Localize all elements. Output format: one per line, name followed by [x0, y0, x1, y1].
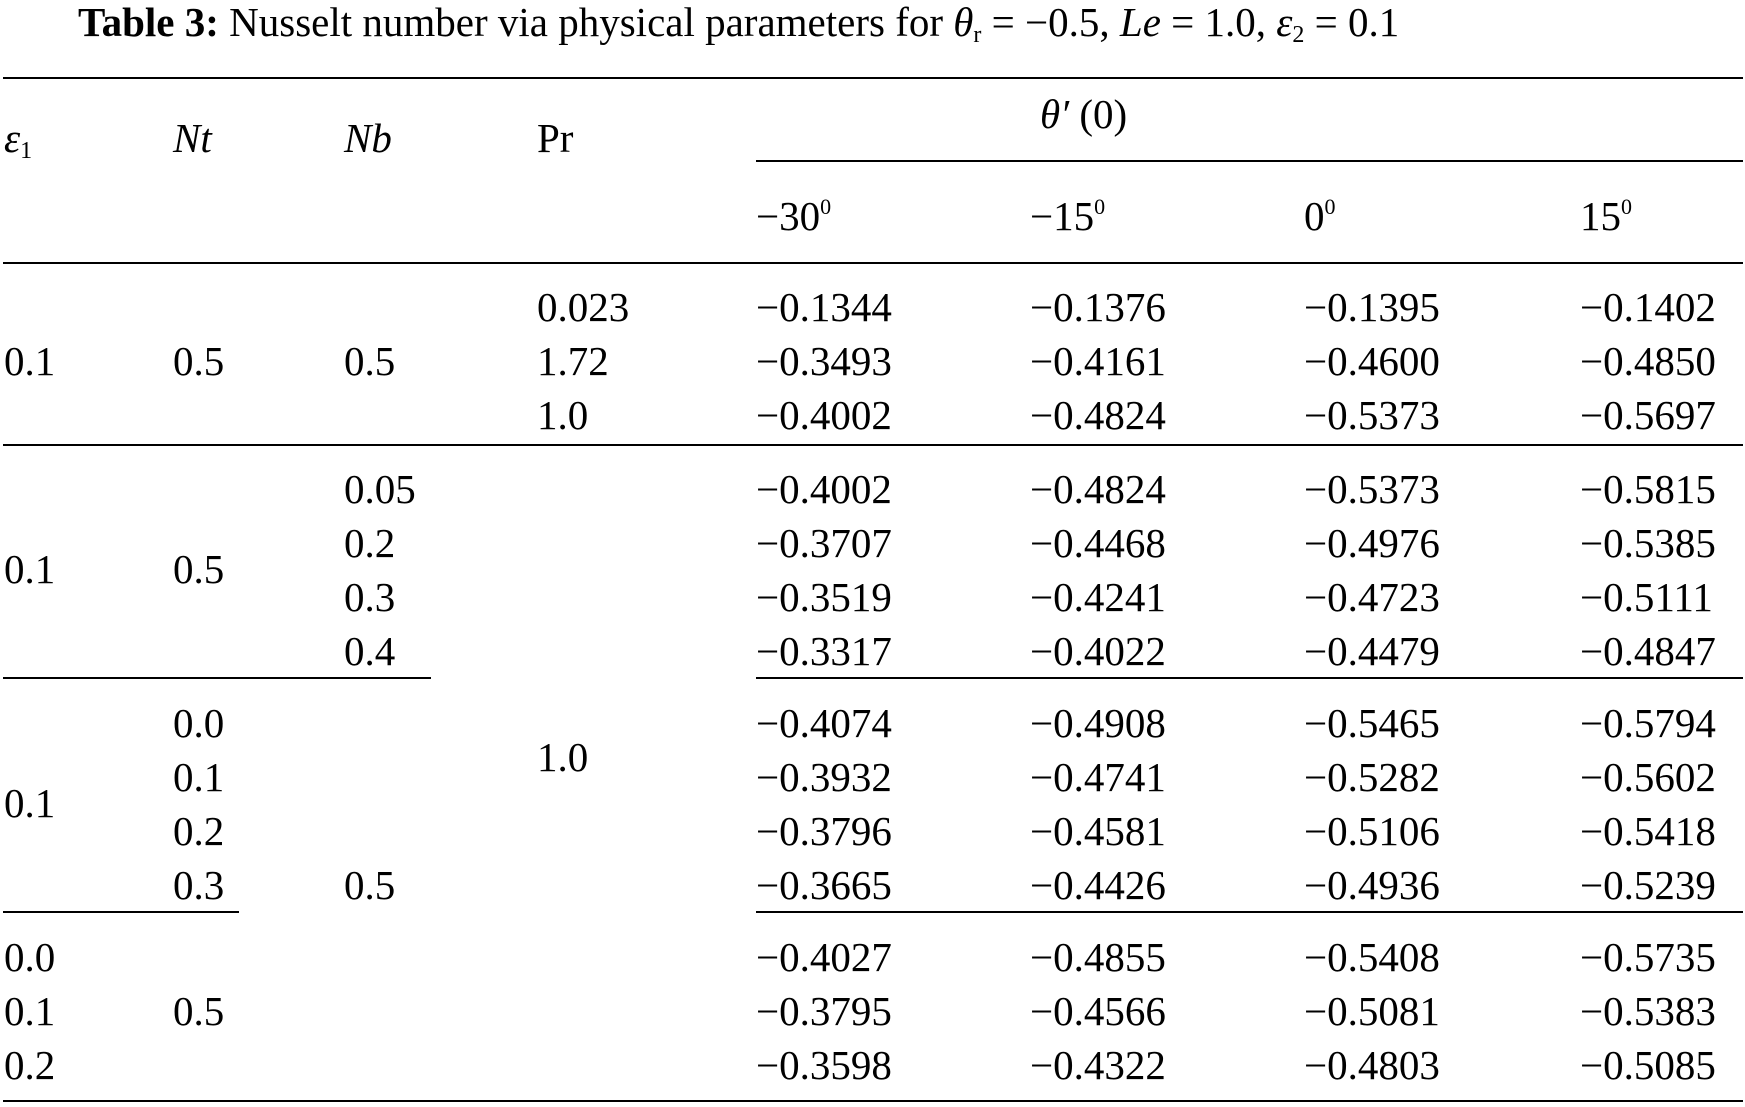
group1-eps1: 0.1 — [4, 338, 56, 384]
header-angle: $15^0$ — [1580, 193, 1632, 239]
caption-le-symbol: Le — [1119, 0, 1161, 45]
table-cell: −0.5239 — [1580, 862, 1716, 908]
table-cell: −0.3665 — [756, 862, 892, 908]
header-pr: Pr — [537, 115, 574, 161]
header-nt: Nt — [173, 115, 212, 161]
caption-eps-value: = 0.1 — [1304, 0, 1400, 45]
group2-nt: 0.5 — [173, 546, 225, 592]
group3-nt: 0.2 — [173, 808, 225, 854]
group1-pr: 1.0 — [537, 392, 589, 438]
table-cell: −0.4855 — [1030, 934, 1166, 980]
table-cell: −0.5385 — [1580, 520, 1716, 566]
header-eps1: $\varepsilon_1$ — [4, 115, 33, 164]
table-cell: −0.4803 — [1304, 1042, 1440, 1088]
group1-pr: 1.72 — [537, 338, 609, 384]
table-cell: −0.5602 — [1580, 754, 1716, 800]
group2-left-rule — [3, 677, 431, 679]
table-cell: −0.3317 — [756, 628, 892, 674]
table-cell: −0.3598 — [756, 1042, 892, 1088]
table-cell: −0.5383 — [1580, 988, 1716, 1034]
table-cell: −0.4426 — [1030, 862, 1166, 908]
table-cell: −0.4002 — [756, 392, 892, 438]
header-angle: $-30^0$ — [756, 193, 832, 239]
group2-eps1: 0.1 — [4, 546, 56, 592]
group2-nb: 0.4 — [344, 628, 396, 674]
table-cell: −0.4850 — [1580, 338, 1716, 384]
group2-nb: 0.2 — [344, 520, 396, 566]
group4-nt: 0.5 — [173, 988, 225, 1034]
caption-label: Table 3: — [78, 0, 219, 45]
group3-left-rule — [3, 911, 239, 913]
table-cell: −0.4581 — [1030, 808, 1166, 854]
table-cell: −0.4847 — [1580, 628, 1716, 674]
table-cell: −0.4022 — [1030, 628, 1166, 674]
table-cell: −0.1376 — [1030, 284, 1166, 330]
table-cell: −0.5697 — [1580, 392, 1716, 438]
table-cell: −0.4600 — [1304, 338, 1440, 384]
table-cell: −0.5373 — [1304, 392, 1440, 438]
top-rule — [3, 77, 1743, 79]
table-cell: −0.1344 — [756, 284, 892, 330]
table-cell: −0.3519 — [756, 574, 892, 620]
table-cell: −0.4741 — [1030, 754, 1166, 800]
table-cell: −0.4824 — [1030, 392, 1166, 438]
group4-eps1: 0.2 — [4, 1042, 56, 1088]
group3-nt: 0.3 — [173, 862, 225, 908]
table-cell: −0.4468 — [1030, 520, 1166, 566]
table-cell: −0.4161 — [1030, 338, 1166, 384]
group4-eps1: 0.1 — [4, 988, 56, 1034]
group-header-rule — [756, 160, 1743, 162]
table-cell: −0.5794 — [1580, 700, 1716, 746]
group1-bottom-rule — [3, 444, 1743, 446]
table-cell: −0.4723 — [1304, 574, 1440, 620]
caption-text: Nusselt number via physical parameters for — [229, 0, 943, 45]
table-cell: −0.3795 — [756, 988, 892, 1034]
table-cell: −0.4566 — [1030, 988, 1166, 1034]
table-cell: −0.5106 — [1304, 808, 1440, 854]
table-cell: −0.1402 — [1580, 284, 1716, 330]
header-angle: $-15^0$ — [1030, 193, 1106, 239]
caption-eps-symbol: ε — [1276, 0, 1293, 45]
group2-right-rule — [756, 677, 1743, 679]
table-cell: −0.4908 — [1030, 700, 1166, 746]
table-cell: −0.5418 — [1580, 808, 1716, 854]
table-cell: −0.4479 — [1304, 628, 1440, 674]
table-cell: −0.4002 — [756, 466, 892, 512]
table-cell: −0.5815 — [1580, 466, 1716, 512]
group3-nt: 0.1 — [173, 754, 225, 800]
header-bottom-rule — [3, 262, 1743, 264]
table-cell: −0.4074 — [756, 700, 892, 746]
table-cell: −0.5465 — [1304, 700, 1440, 746]
table-caption — [78, 2, 1399, 47]
group4-eps1: 0.0 — [4, 934, 56, 980]
bottom-rule — [3, 1100, 1743, 1102]
table-cell: −0.4976 — [1304, 520, 1440, 566]
header-group-theta-prime: θ′ (0) — [1040, 91, 1128, 137]
caption-eps-subscript: 2 — [1292, 22, 1305, 48]
table-cell: −0.4936 — [1304, 862, 1440, 908]
table-cell: −0.3493 — [756, 338, 892, 384]
table-cell: −0.5085 — [1580, 1042, 1716, 1088]
group3-right-rule — [756, 911, 1743, 913]
table-cell: −0.4241 — [1030, 574, 1166, 620]
caption-theta-symbol: θ — [953, 0, 974, 45]
header-angle: $0^0$ — [1304, 193, 1336, 239]
table-cell: −0.4322 — [1030, 1042, 1166, 1088]
table-cell: −0.1395 — [1304, 284, 1440, 330]
caption-le-value: = 1.0, — [1160, 0, 1277, 45]
group3-nt: 0.0 — [173, 700, 225, 746]
group1-nt: 0.5 — [173, 338, 225, 384]
group3-eps1: 0.1 — [4, 780, 56, 826]
group1-nb: 0.5 — [344, 338, 396, 384]
table-cell: −0.5735 — [1580, 934, 1716, 980]
group2-nb: 0.05 — [344, 466, 416, 512]
table-cell: −0.5111 — [1580, 574, 1713, 620]
caption-theta-value: = −0.5, — [981, 0, 1120, 45]
header-nb: Nb — [344, 115, 392, 161]
table-cell: −0.4824 — [1030, 466, 1166, 512]
caption-theta-subscript: r — [973, 22, 982, 48]
table-cell: −0.3796 — [756, 808, 892, 854]
group3-nb: 0.5 — [344, 862, 396, 908]
table-cell: −0.3932 — [756, 754, 892, 800]
shared-pr: 1.0 — [537, 734, 589, 780]
table-cell: −0.5282 — [1304, 754, 1440, 800]
table-cell: −0.5408 — [1304, 934, 1440, 980]
group2-nb: 0.3 — [344, 574, 396, 620]
table-cell: −0.3707 — [756, 520, 892, 566]
group1-pr: 0.023 — [537, 284, 630, 330]
table-cell: −0.5081 — [1304, 988, 1440, 1034]
table-cell: −0.4027 — [756, 934, 892, 980]
table-cell: −0.5373 — [1304, 466, 1440, 512]
